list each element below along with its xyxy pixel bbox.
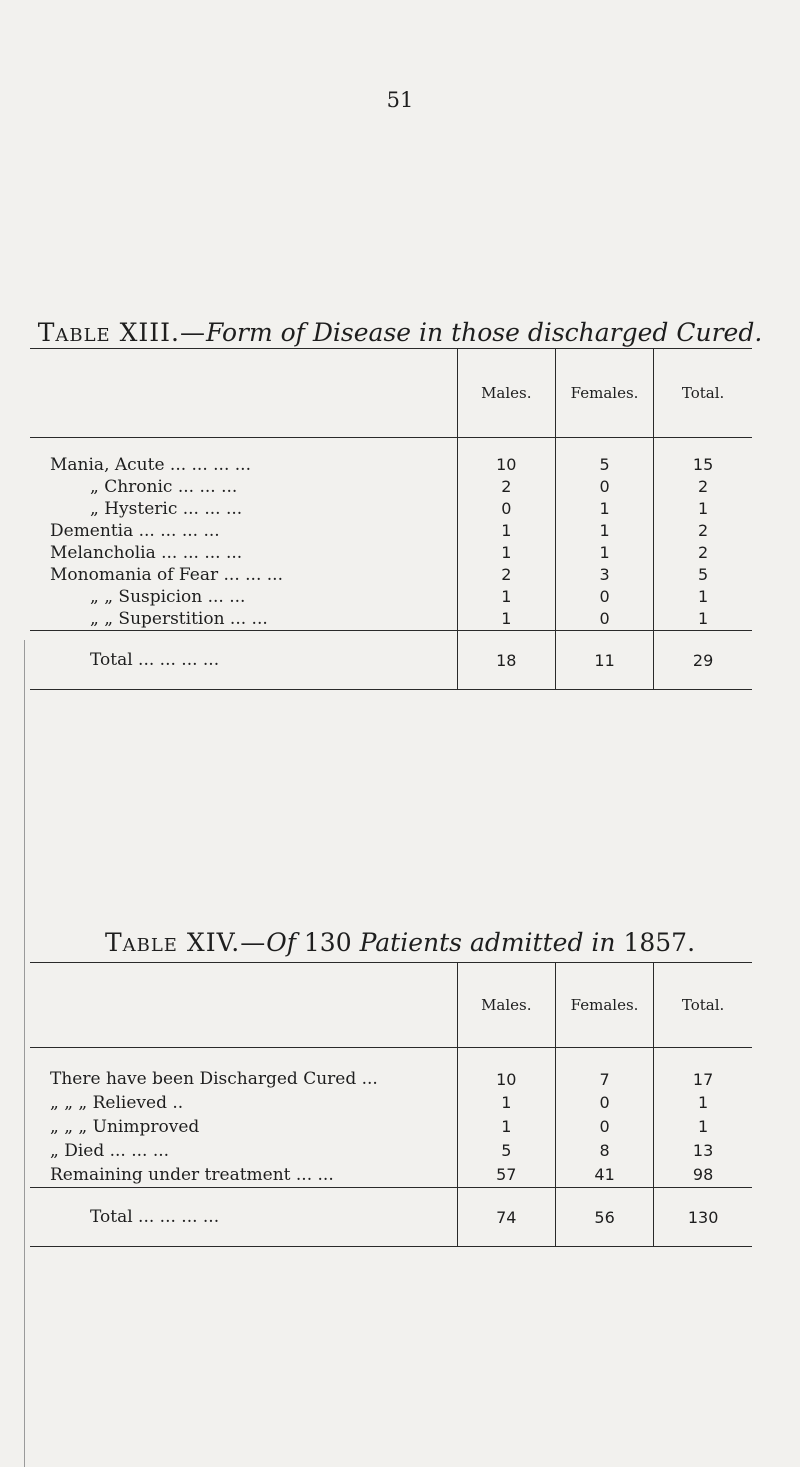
table-xiv-title — [0, 928, 800, 957]
row-label: Monomania of Fear ... ... ... — [50, 565, 283, 585]
total-cell: 13 — [654, 1139, 752, 1163]
table-row — [30, 564, 752, 586]
females-cell: 5 — [555, 438, 653, 477]
total-label: Total ... ... ... ... — [30, 1188, 457, 1247]
header-blank — [30, 963, 457, 1048]
table-row — [30, 542, 752, 564]
table-row — [30, 476, 752, 498]
females-cell: 8 — [555, 1139, 653, 1163]
table-xiii-title — [0, 318, 800, 347]
table-xiv — [30, 962, 752, 1247]
males-cell: 0 — [457, 498, 555, 520]
males-cell: 57 — [457, 1163, 555, 1188]
row-label: „ „ Superstition ... ... — [90, 609, 268, 629]
row-label: „ „ „ Relieved .. — [50, 1093, 184, 1113]
table-xiv-title-of: Of — [266, 928, 296, 957]
total-cell: 2 — [654, 542, 752, 564]
table-row — [30, 520, 752, 542]
males-cell: 2 — [457, 564, 555, 586]
table-xiii-title-prefix: Table XIII.— — [37, 318, 206, 347]
males-cell: 1 — [457, 1091, 555, 1115]
table-row — [30, 586, 752, 608]
females-cell: 0 — [555, 608, 653, 631]
table-row — [30, 498, 752, 520]
total-row — [30, 631, 752, 690]
row-label: „ Chronic ... ... ... — [90, 477, 238, 497]
females-cell: 3 — [555, 564, 653, 586]
total-cell: 17 — [654, 1048, 752, 1092]
header-blank — [30, 349, 457, 438]
total-cell: 2 — [654, 476, 752, 498]
total-cell: 1 — [654, 1091, 752, 1115]
row-label: „ Died ... ... ... — [50, 1141, 170, 1161]
header-females: Females. — [555, 349, 653, 438]
table-header-row — [30, 963, 752, 1048]
total-total: 130 — [654, 1188, 752, 1247]
table-xiv-title-text: Patients admitted in — [359, 928, 616, 957]
table-xiv-title-prefix: Table XIV.— — [104, 928, 267, 957]
header-males: Males. — [457, 349, 555, 438]
females-cell: 1 — [555, 520, 653, 542]
table-row — [30, 438, 752, 477]
row-label: Mania, Acute ... ... ... ... — [50, 455, 251, 475]
males-cell: 2 — [457, 476, 555, 498]
females-cell: 7 — [555, 1048, 653, 1092]
total-cell: 5 — [654, 564, 752, 586]
females-cell: 1 — [555, 498, 653, 520]
table-header-row — [30, 349, 752, 438]
page-number: 51 — [386, 88, 414, 112]
males-cell: 1 — [457, 542, 555, 564]
total-row — [30, 1188, 752, 1247]
table-xiii — [30, 348, 752, 690]
females-cell: 0 — [555, 1115, 653, 1139]
table-xiii-title-text: Form of Disease in those discharged Cured. — [206, 318, 763, 347]
header-males: Males. — [457, 963, 555, 1048]
total-label: Total ... ... ... ... — [30, 631, 457, 690]
header-total: Total. — [654, 963, 752, 1048]
binding-edge-rule — [24, 640, 25, 1467]
total-cell: 1 — [654, 1115, 752, 1139]
total-cell: 1 — [654, 586, 752, 608]
total-cell: 1 — [654, 608, 752, 631]
table-row — [30, 608, 752, 631]
table-row — [30, 1139, 752, 1163]
total-cell: 1 — [654, 498, 752, 520]
total-cell: 98 — [654, 1163, 752, 1188]
males-cell: 1 — [457, 586, 555, 608]
table-row — [30, 1091, 752, 1115]
row-label: „ „ Suspicion ... ... — [90, 587, 246, 607]
table-xiv-title-year: 1857. — [623, 928, 696, 957]
row-label: There have been Discharged Cured ... — [50, 1069, 378, 1089]
header-females: Females. — [555, 963, 653, 1048]
females-cell: 1 — [555, 542, 653, 564]
males-cell: 10 — [457, 438, 555, 477]
females-cell: 0 — [555, 476, 653, 498]
males-cell: 1 — [457, 608, 555, 631]
females-cell: 0 — [555, 586, 653, 608]
males-cell: 5 — [457, 1139, 555, 1163]
males-cell: 10 — [457, 1048, 555, 1092]
total-males: 74 — [457, 1188, 555, 1247]
table-row — [30, 1163, 752, 1188]
table-row — [30, 1048, 752, 1092]
total-males: 18 — [457, 631, 555, 690]
row-label: Melancholia ... ... ... ... — [50, 543, 243, 563]
total-females: 11 — [555, 631, 653, 690]
total-cell: 2 — [654, 520, 752, 542]
total-cell: 15 — [654, 438, 752, 477]
row-label: „ Hysteric ... ... ... — [90, 499, 243, 519]
males-cell: 1 — [457, 520, 555, 542]
row-label: Dementia ... ... ... ... — [50, 521, 220, 541]
table-row — [30, 1115, 752, 1139]
header-total: Total. — [654, 349, 752, 438]
table-xiv-title-number: 130 — [303, 928, 352, 957]
total-total: 29 — [654, 631, 752, 690]
row-label: „ „ „ Unimproved — [50, 1117, 200, 1137]
row-label: Remaining under treatment ... ... — [50, 1165, 334, 1185]
females-cell: 41 — [555, 1163, 653, 1188]
total-females: 56 — [555, 1188, 653, 1247]
females-cell: 0 — [555, 1091, 653, 1115]
males-cell: 1 — [457, 1115, 555, 1139]
